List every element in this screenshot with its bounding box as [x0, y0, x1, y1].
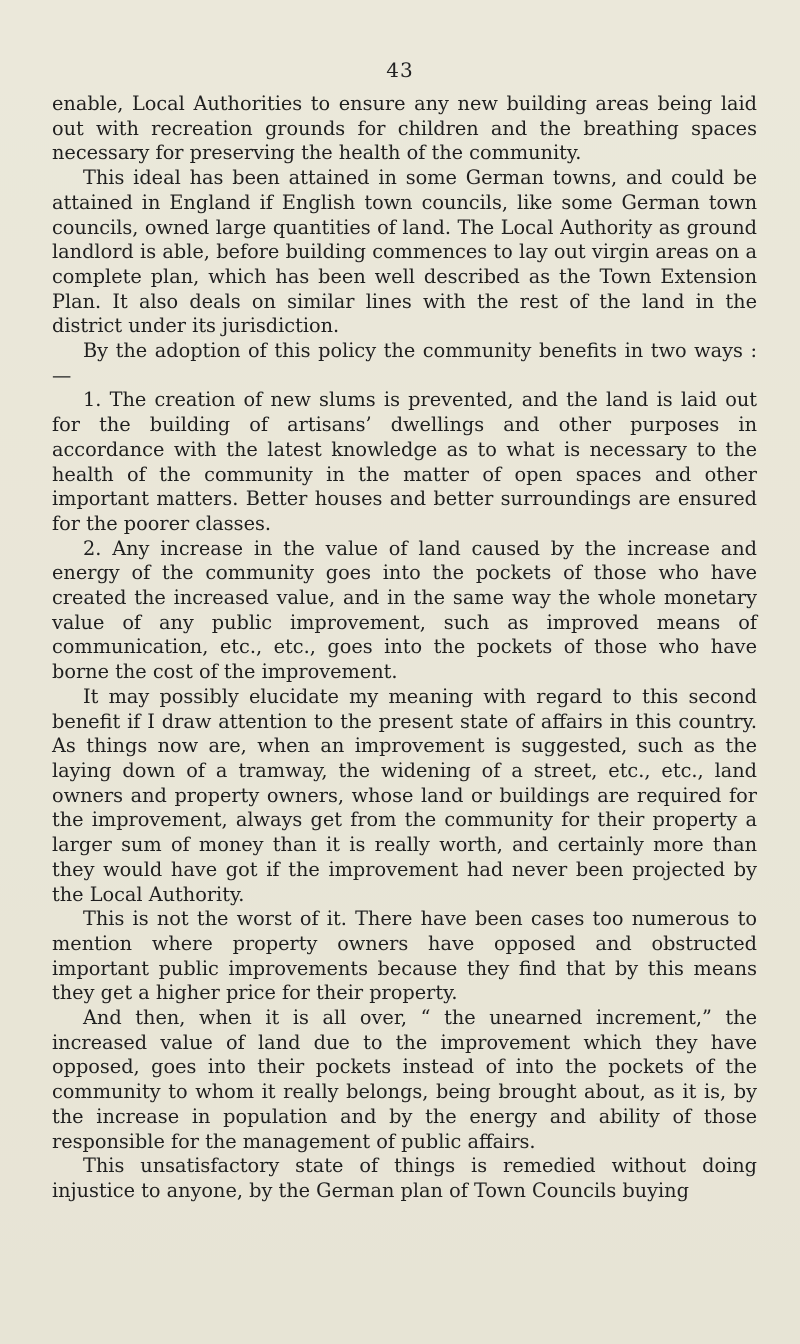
paragraph-elucidation: It may possibly elucidate my meaning with regard to this second benefit if I draw attention to the present state of affairs in this country. As things now are, when an improvement is suggested, such as the laying down of a tramway, the widening of a street, etc., etc., land owners and property owners, whose land or buildings are required for the improvement, always get from the community for their property a larger sum of money than it is really worth, and certainly more than they would have got if the improvement had never been projected by the Local Authority.	[52, 684, 757, 906]
body-text	[52, 92, 757, 1204]
paragraph-benefit-two: 2. Any increase in the value of land caused by the increase and energy of the community goes into the pockets of those who have created the increased value, and in the same way the whole monetary value of any public improvement, such as improved means of communication, etc., etc., goes into the pockets of those who have borne the cost of the improvement.	[52, 536, 757, 684]
paragraph-worst: This is not the worst of it. There have been cases too numerous to mention where property owners have opposed and obstructed important public improvements because they find that by this means they get a higher price for their property.	[52, 907, 757, 1005]
paragraph-german-ideal: This ideal has been attained in some German towns, and could be attained in England if English town councils, like some German town councils, owned large quantities of land. The Local Authority as ground landlord is able, before building commences to lay out virgin areas on a complete plan, which has been well described as the Town Extension Plan. It also deals on similar lines with the rest of the land in the district under its jurisdiction.	[52, 166, 757, 338]
paragraph-remedy: This unsatisfactory state of things is remedied without doing injustice to anyone, by the German plan of Town Councils buying	[52, 1154, 757, 1202]
paragraph-continuation: enable, Local Authorities to ensure any new building areas being laid out with recreation grounds for children and the breathing spaces necessary for preserving the health of the community.	[52, 92, 757, 165]
paragraph-unearned-increment: And then, when it is all over, “ the unearned increment,” the increased value of land due to the improvement which they have opposed, goes into their pockets instead of into the pockets of the community to whom it really belongs, being brought about, as it is, by the increase in population and by the energy and ability of those responsible for the management of public affairs.	[52, 1006, 757, 1153]
paragraph-benefit-one: 1. The creation of new slums is prevented, and the land is laid out for the building of artisans’ dwellings and other purposes in accordance with the latest knowledge as to what is necessary to the health of the community in the matter of open spaces and other important matters. Better houses and better surroundings are ensured for the poorer classes.	[52, 388, 757, 535]
paragraph-policy-benefits: By the adoption of this policy the community benefits in two ways :—	[52, 339, 757, 387]
page-number: 43	[386, 58, 414, 82]
